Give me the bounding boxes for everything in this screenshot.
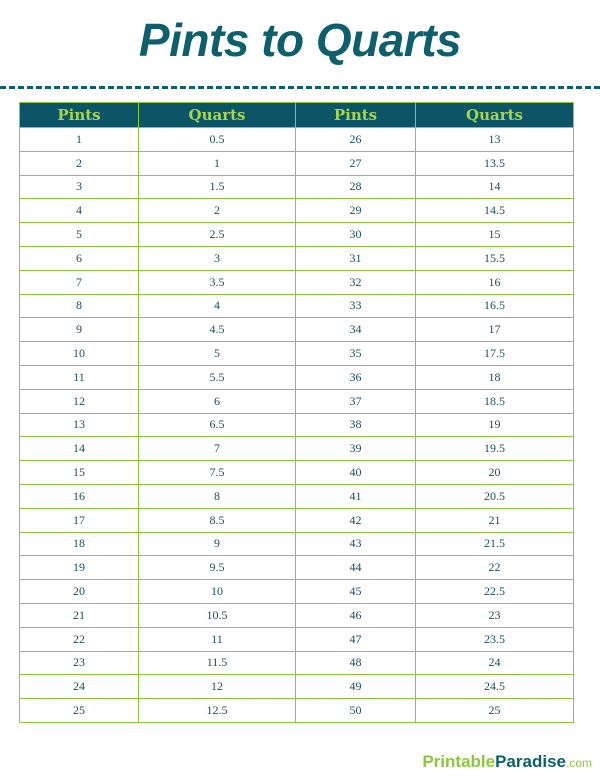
- cell-pints: 10: [20, 342, 139, 366]
- cell-pints: 15: [20, 461, 139, 485]
- brand-logo: [422, 752, 592, 773]
- cell-quarts: 13.5: [416, 151, 574, 175]
- cell-quarts: 18: [416, 365, 574, 389]
- cell-pints: 3: [20, 175, 139, 199]
- cell-pints: 26: [296, 128, 416, 152]
- cell-quarts: 20: [416, 461, 574, 485]
- cell-quarts: 10.5: [139, 603, 296, 627]
- cell-quarts: 13: [416, 128, 574, 152]
- cell-quarts: 7: [139, 437, 296, 461]
- cell-pints: 33: [296, 294, 416, 318]
- cell-pints: 47: [296, 627, 416, 651]
- cell-pints: 30: [296, 223, 416, 247]
- dashed-divider: [0, 86, 600, 89]
- cell-quarts: 17: [416, 318, 574, 342]
- cell-pints: 17: [20, 508, 139, 532]
- cell-quarts: 8: [139, 484, 296, 508]
- cell-quarts: 25: [416, 699, 574, 723]
- header-quarts: Quarts: [139, 103, 296, 128]
- cell-pints: 28: [296, 175, 416, 199]
- cell-quarts: 7.5: [139, 461, 296, 485]
- cell-pints: 35: [296, 342, 416, 366]
- cell-quarts: 2.5: [139, 223, 296, 247]
- cell-pints: 16: [20, 484, 139, 508]
- cell-pints: 7: [20, 270, 139, 294]
- table-row: [20, 699, 574, 723]
- cell-pints: 46: [296, 603, 416, 627]
- table-row: [20, 580, 574, 604]
- cell-quarts: 11: [139, 627, 296, 651]
- cell-pints: 18: [20, 532, 139, 556]
- cell-quarts: 6.5: [139, 413, 296, 437]
- cell-pints: 42: [296, 508, 416, 532]
- cell-quarts: 4: [139, 294, 296, 318]
- cell-quarts: 5.5: [139, 365, 296, 389]
- conversion-table: [19, 102, 574, 723]
- table-row: [20, 627, 574, 651]
- cell-pints: 34: [296, 318, 416, 342]
- cell-quarts: 23.5: [416, 627, 574, 651]
- cell-quarts: 3.5: [139, 270, 296, 294]
- cell-quarts: 23: [416, 603, 574, 627]
- cell-quarts: 16.5: [416, 294, 574, 318]
- header-pints: Pints: [296, 103, 416, 128]
- cell-quarts: 9.5: [139, 556, 296, 580]
- cell-quarts: 19.5: [416, 437, 574, 461]
- cell-quarts: 2: [139, 199, 296, 223]
- table-row: [20, 246, 574, 270]
- cell-pints: 50: [296, 699, 416, 723]
- page-title: Pints to Quarts: [138, 14, 462, 66]
- table-row: [20, 556, 574, 580]
- cell-pints: 25: [20, 699, 139, 723]
- cell-quarts: 12.5: [139, 699, 296, 723]
- table-row: [20, 484, 574, 508]
- table-body: [20, 128, 574, 723]
- cell-pints: 39: [296, 437, 416, 461]
- cell-pints: 43: [296, 532, 416, 556]
- table-row: [20, 175, 574, 199]
- cell-pints: 44: [296, 556, 416, 580]
- cell-pints: 6: [20, 246, 139, 270]
- cell-pints: 9: [20, 318, 139, 342]
- header-pints: Pints: [20, 103, 139, 128]
- cell-pints: 11: [20, 365, 139, 389]
- cell-pints: 41: [296, 484, 416, 508]
- brand-part-paradise: Paradise: [495, 752, 566, 771]
- table-row: [20, 270, 574, 294]
- cell-quarts: 15.5: [416, 246, 574, 270]
- cell-quarts: 10: [139, 580, 296, 604]
- cell-quarts: 18.5: [416, 389, 574, 413]
- cell-quarts: 16: [416, 270, 574, 294]
- cell-pints: 31: [296, 246, 416, 270]
- table-row: [20, 603, 574, 627]
- cell-pints: 21: [20, 603, 139, 627]
- cell-pints: 5: [20, 223, 139, 247]
- table-row: [20, 651, 574, 675]
- cell-pints: 20: [20, 580, 139, 604]
- table-row: [20, 437, 574, 461]
- table-row: [20, 389, 574, 413]
- table-row: [20, 294, 574, 318]
- cell-quarts: 3: [139, 246, 296, 270]
- cell-quarts: 14.5: [416, 199, 574, 223]
- cell-quarts: 21.5: [416, 532, 574, 556]
- cell-pints: 1: [20, 128, 139, 152]
- cell-pints: 49: [296, 675, 416, 699]
- cell-quarts: 24.5: [416, 675, 574, 699]
- table-row: [20, 318, 574, 342]
- cell-quarts: 14: [416, 175, 574, 199]
- brand-part-com: .com: [565, 756, 592, 770]
- cell-pints: 24: [20, 675, 139, 699]
- cell-pints: 19: [20, 556, 139, 580]
- table-row: [20, 413, 574, 437]
- cell-quarts: 11.5: [139, 651, 296, 675]
- cell-quarts: 8.5: [139, 508, 296, 532]
- cell-quarts: 6: [139, 389, 296, 413]
- cell-quarts: 0.5: [139, 128, 296, 152]
- cell-quarts: 15: [416, 223, 574, 247]
- cell-quarts: 1.5: [139, 175, 296, 199]
- cell-pints: 32: [296, 270, 416, 294]
- cell-pints: 40: [296, 461, 416, 485]
- cell-pints: 14: [20, 437, 139, 461]
- cell-quarts: 22: [416, 556, 574, 580]
- cell-pints: 48: [296, 651, 416, 675]
- cell-quarts: 24: [416, 651, 574, 675]
- table-row: [20, 532, 574, 556]
- cell-pints: 4: [20, 199, 139, 223]
- table-row: [20, 223, 574, 247]
- cell-pints: 13: [20, 413, 139, 437]
- cell-pints: 8: [20, 294, 139, 318]
- cell-pints: 2: [20, 151, 139, 175]
- table-row: [20, 675, 574, 699]
- brand-part-printable: Printable: [422, 752, 496, 771]
- cell-pints: 12: [20, 389, 139, 413]
- cell-quarts: 17.5: [416, 342, 574, 366]
- cell-pints: 23: [20, 651, 139, 675]
- cell-pints: 27: [296, 151, 416, 175]
- table-row: [20, 461, 574, 485]
- header-quarts: Quarts: [416, 103, 574, 128]
- table-header-row: [20, 103, 574, 128]
- cell-quarts: 20.5: [416, 484, 574, 508]
- cell-pints: 29: [296, 199, 416, 223]
- cell-pints: 36: [296, 365, 416, 389]
- cell-quarts: 22.5: [416, 580, 574, 604]
- cell-quarts: 21: [416, 508, 574, 532]
- cell-pints: 22: [20, 627, 139, 651]
- cell-pints: 45: [296, 580, 416, 604]
- cell-pints: 37: [296, 389, 416, 413]
- cell-quarts: 1: [139, 151, 296, 175]
- cell-quarts: 9: [139, 532, 296, 556]
- table-row: [20, 199, 574, 223]
- cell-quarts: 12: [139, 675, 296, 699]
- table-row: [20, 151, 574, 175]
- table-row: [20, 365, 574, 389]
- table-row: [20, 128, 574, 152]
- table-row: [20, 342, 574, 366]
- cell-quarts: 19: [416, 413, 574, 437]
- table-row: [20, 508, 574, 532]
- cell-quarts: 4.5: [139, 318, 296, 342]
- cell-quarts: 5: [139, 342, 296, 366]
- cell-pints: 38: [296, 413, 416, 437]
